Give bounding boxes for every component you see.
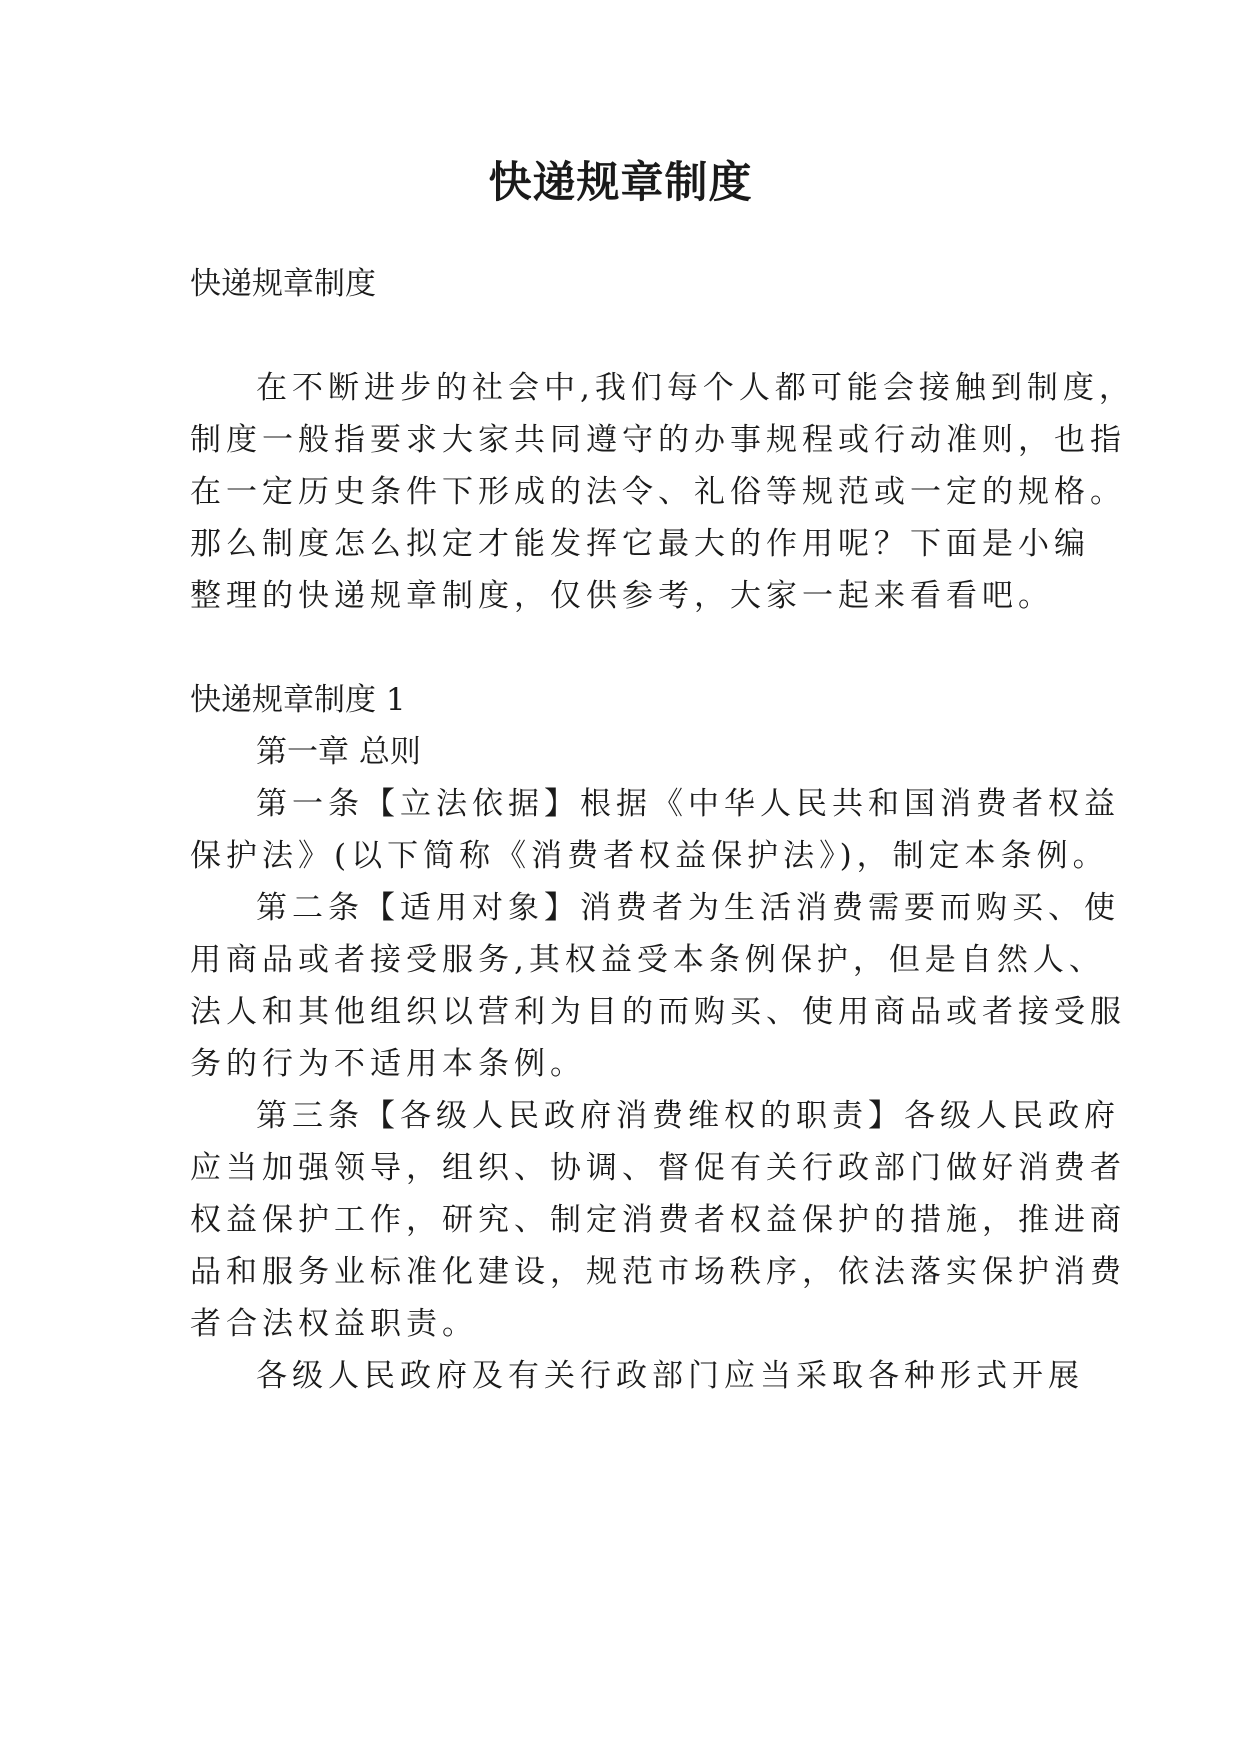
article-line: 第三条【各级人民政府消费维权的职责】各级人民政府: [256, 1098, 1120, 1134]
article-line: 法人和其他组织以营利为目的而购买、使用商品或者接受服: [190, 994, 1126, 1030]
article-line: 各级人民政府及有关行政部门应当采取各种形式开展: [256, 1358, 1084, 1394]
document-title: 快递规章制度: [488, 158, 753, 208]
article-line: 用商品或者接受服务,其权益受本条例保护，但是自然人、: [190, 942, 1105, 978]
section-heading: 快递规章制度 1: [190, 682, 406, 718]
article-line: 第一条【立法依据】根据《中华人民共和国消费者权益: [256, 786, 1120, 822]
article-line: 保护法》(以下简称《消费者权益保护法》)，制定本条例。: [190, 838, 1109, 874]
article-line: 第二条【适用对象】消费者为生活消费需要而购买、使: [256, 890, 1120, 926]
article-line: 权益保护工作，研究、制定消费者权益保护的措施，推进商: [190, 1202, 1126, 1238]
document-subtitle: 快递规章制度: [190, 266, 376, 302]
article-line: 务的行为不适用本条例。: [190, 1046, 586, 1082]
chapter-heading: 第一章 总则: [256, 734, 421, 770]
intro-line: 那么制度怎么拟定才能发挥它最大的作用呢？下面是小编: [190, 526, 1090, 562]
article-line: 者合法权益职责。: [190, 1306, 478, 1342]
intro-line: 在一定历史条件下形成的法令、礼俗等规范或一定的规格。: [190, 474, 1126, 510]
intro-line: 制度一般指要求大家共同遵守的办事规程或行动准则，也指: [190, 422, 1126, 458]
article-line: 应当加强领导，组织、协调、督促有关行政部门做好消费者: [190, 1150, 1126, 1186]
article-line: 品和服务业标准化建设，规范市场秩序，依法落实保护消费: [190, 1254, 1126, 1290]
intro-line: 整理的快递规章制度，仅供参考，大家一起来看看吧。: [190, 578, 1054, 614]
intro-line: 在不断进步的社会中,我们每个人都可能会接触到制度，: [256, 370, 1135, 406]
